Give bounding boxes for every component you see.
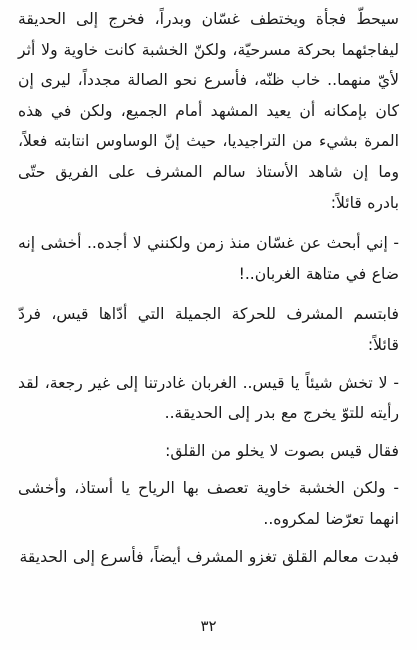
body-text [18,4,399,572]
paragraph-narration-2: فابتسم المشرف للحركة الجميلة التي أدّاها قيس، فردّ قائلاً: [18,305,399,354]
paragraph-dialogue-qais-2: - ولكن الخشبة خاوية تعصف بها الرياح يا أستاذ، وأخشى انهما تعرّضا لمكروه.. [18,479,399,528]
paragraph-dialogue-qais-1: - إني أبحث عن غسّان منذ زمن ولكنني لا أجده.. أخشى إنه ضاع في متاهة الغربان..! [18,234,399,283]
page-number: ٣٢ [200,617,217,635]
paragraph-dialogue-supervisor: - لا تخش شيئاً يا قيس.. الغربان غادرتنا إلى غير رجعة، لقد رأيته للتوّ يخرج مع بدر إلى الحديقة.. [18,373,399,423]
paragraph-narration-1: سيحطّ فجأة ويختطف غسّان وبدراً، فخرج إلى الحديقة ليفاجئهما بحركة مسرحيّة، ولكنّ الخشبة كانت خاوية ولا أثر لأيّ منهما.. خاب ظنّه، فأسرع نحو الصالة مجدداً، ليرى إن كان بإمكانه أن يعيد المشهد أمام الجميع، ولكن في هذه المرة بشيء من التراجيديا، حيث إنّ الوساوس انتابته فعلاً، وما إن شاهد الأستاذ سالم المشرف على الفريق حتّى بادره قائلاً: [18,10,399,212]
paragraph-narration-3: فقال قيس بصوت لا يخلو من القلق: [165,441,399,460]
paragraph-narration-4: فبدت معالم القلق تغزو المشرف أيضاً، فأسرع إلى الحديقة [19,547,399,566]
